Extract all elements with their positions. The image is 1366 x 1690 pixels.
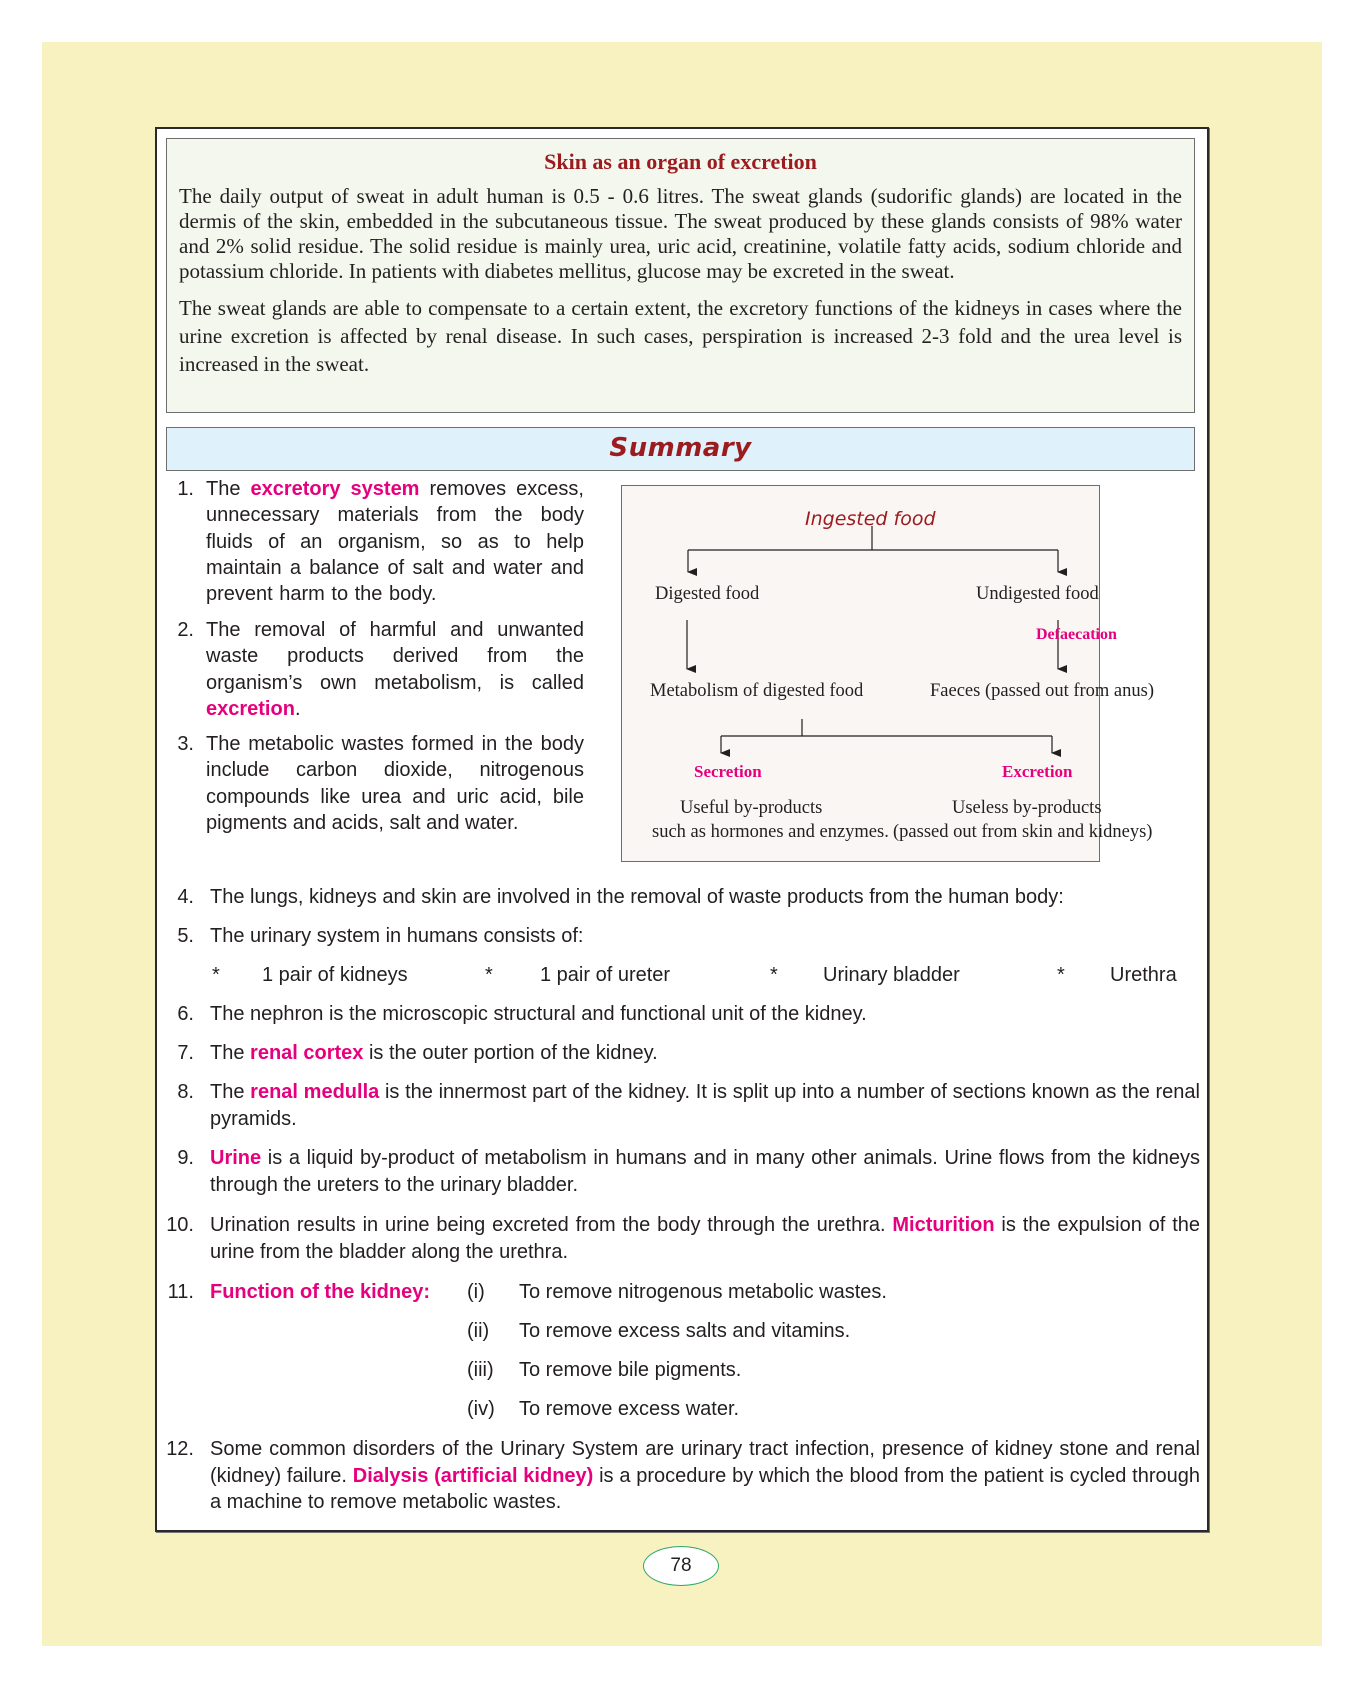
- item-text-post: removes excess, unnecessary materials from the body fluids of an organism, so as to help maintain a balance of salt and water and prevent harm to the body.: [206, 478, 584, 606]
- item-number: 2.: [177, 619, 194, 641]
- item-text-post: is the innermost part of the kidney. It is split up into a number of sections known as the renal pyramids.: [210, 1081, 1200, 1130]
- item-highlight: Micturition: [892, 1214, 995, 1236]
- item-text: [206, 617, 584, 722]
- item-number: 8.: [177, 1081, 194, 1103]
- flow-excretion-desc-1: Useless by-products: [952, 798, 1102, 818]
- digestion-flowchart: [621, 485, 1154, 862]
- function-numeral: (iii): [467, 1359, 494, 1381]
- item-number: 12.: [166, 1438, 194, 1460]
- item-text: [206, 476, 584, 607]
- function-numeral: (i): [467, 1281, 485, 1303]
- item-text-pre: The removal of harmful and unwanted waste products derived from the organism’s own metabolism, is called: [206, 619, 584, 694]
- flow-secretion-desc-1: Useful by-products: [680, 798, 823, 818]
- urinary-part-urethra: Urethra: [1110, 964, 1177, 986]
- flow-digested-food: Digested food: [655, 584, 760, 604]
- item-text-pre: The: [210, 1081, 251, 1103]
- item-number: 4.: [177, 886, 194, 908]
- item-number: 11.: [167, 1281, 194, 1303]
- item-number: 1.: [177, 478, 194, 500]
- flow-metabolism: Metabolism of digested food: [650, 681, 864, 701]
- item-text: [210, 1436, 1200, 1516]
- item-text-pre: The metabolic wastes formed in the body include carbon dioxide, nitrogenous compounds like urea and uric acid, bile pigments and acids, salt and water.: [206, 733, 584, 834]
- item-text: [210, 1279, 510, 1306]
- item-text: The nephron is the microscopic structural and functional unit of the kidney.: [210, 1003, 867, 1025]
- function-text: To remove excess water.: [519, 1398, 740, 1420]
- item-number: 10.: [166, 1214, 194, 1236]
- item-text: The lungs, kidneys and skin are involved in the removal of waste products from the human body:: [210, 886, 1064, 908]
- flow-secretion: Secretion: [694, 762, 762, 781]
- skin-paragraph-2: The sweat glands are able to compensate to a certain extent, the excretory functions of the kidneys in cases where the urine excretion is affected by renal disease. In such cases, perspiration is increased 2-3 fold and the urea level is increased in the sweat.: [179, 296, 1182, 376]
- function-numeral: (ii): [467, 1320, 490, 1342]
- item-highlight: renal cortex: [250, 1042, 364, 1064]
- item-text-pre: Some common disorders of the Urinary System are urinary tract infection, presence of kidney stone and renal (kidney) failure.: [210, 1438, 1200, 1487]
- item-text-post: .: [294, 697, 301, 720]
- item-highlight: Dialysis (artificial kidney): [352, 1464, 594, 1487]
- item-text-post: is the expulsion of the urine from the bladder along the urethra.: [210, 1214, 1200, 1263]
- bullet-star: *: [212, 964, 220, 986]
- flow-defaecation-label: Defaecation: [1036, 626, 1117, 643]
- item-number: 3.: [177, 733, 194, 755]
- flow-excretion: Excretion: [1002, 762, 1073, 781]
- item-number: 7.: [177, 1042, 194, 1064]
- urinary-part-bladder: Urinary bladder: [823, 964, 960, 986]
- page-number: 78: [643, 1546, 719, 1586]
- item-text: [210, 1212, 1200, 1265]
- function-text: To remove excess salts and vitamins.: [519, 1320, 851, 1342]
- skin-excretion-box: [166, 138, 1195, 413]
- item-text-post: is the outer portion of the kidney.: [363, 1042, 658, 1064]
- bullet-star: *: [770, 964, 778, 986]
- item-highlight: Urine: [210, 1147, 262, 1169]
- item-text-pre: Urination results in urine being excreted from the body through the urethra.: [210, 1214, 893, 1236]
- item-text-pre: The: [206, 478, 251, 500]
- flow-secretion-desc-2: such as hormones and enzymes.: [652, 822, 889, 842]
- flow-root-ingested-food: Ingested food: [805, 508, 936, 530]
- function-text: To remove bile pigments.: [519, 1359, 742, 1381]
- item-text: [210, 1079, 1200, 1132]
- flow-excretion-desc-2: (passed out from skin and kidneys): [893, 822, 1153, 842]
- item-text: The urinary system in humans consists of:: [210, 925, 584, 947]
- skin-paragraph-1: The daily output of sweat in adult human is 0.5 - 0.6 litres. The sweat glands (sudorific glands) are located in the dermis of the skin, embedded in the subcutaneous tissue. The sweat produced by these glands consists of 98% water and 2% solid residue. The solid residue is mainly urea, uric acid, creatinine, volatile fatty acids, sodium chloride and potassium chloride. In patients with diabetes mellitus, glucose may be excreted in the sweat.: [179, 184, 1182, 283]
- item-text-pre: The: [210, 1042, 251, 1064]
- item-text: [210, 1145, 1200, 1198]
- function-text: To remove nitrogenous metabolic wastes.: [519, 1281, 887, 1303]
- flow-faeces: Faeces (passed out from anus): [930, 681, 1154, 701]
- bullet-star: *: [485, 964, 493, 986]
- function-numeral: (iv): [467, 1398, 495, 1420]
- item-number: 5.: [177, 925, 194, 947]
- flow-undigested-food: Undigested food: [976, 584, 1099, 604]
- item-text: [210, 1040, 1200, 1067]
- bullet-star: *: [1057, 964, 1065, 986]
- item-number: 6.: [177, 1003, 194, 1025]
- item-text-post: is a procedure by which the blood from the patient is cycled through a machine to remove metabolic wastes.: [210, 1464, 1200, 1513]
- item-highlight: Function of the kidney:: [210, 1281, 430, 1303]
- item-text-post: is a liquid by-product of metabolism in humans and in many other animals. Urine flows from the kidneys through the ureters to the urinary bladder.: [210, 1147, 1200, 1196]
- item-highlight: renal medulla: [250, 1081, 380, 1103]
- item-number: 9.: [177, 1147, 194, 1169]
- urinary-part-ureter: 1 pair of ureter: [540, 964, 671, 986]
- urinary-part-kidneys: 1 pair of kidneys: [262, 964, 408, 986]
- item-text: [206, 731, 584, 836]
- summary-title: Summary: [609, 433, 752, 463]
- skin-box-title: Skin as an organ of excretion: [544, 149, 817, 174]
- item-highlight: excretory system: [250, 478, 420, 500]
- item-highlight: excretion: [206, 697, 295, 720]
- summary-heading-bar: [166, 427, 1195, 471]
